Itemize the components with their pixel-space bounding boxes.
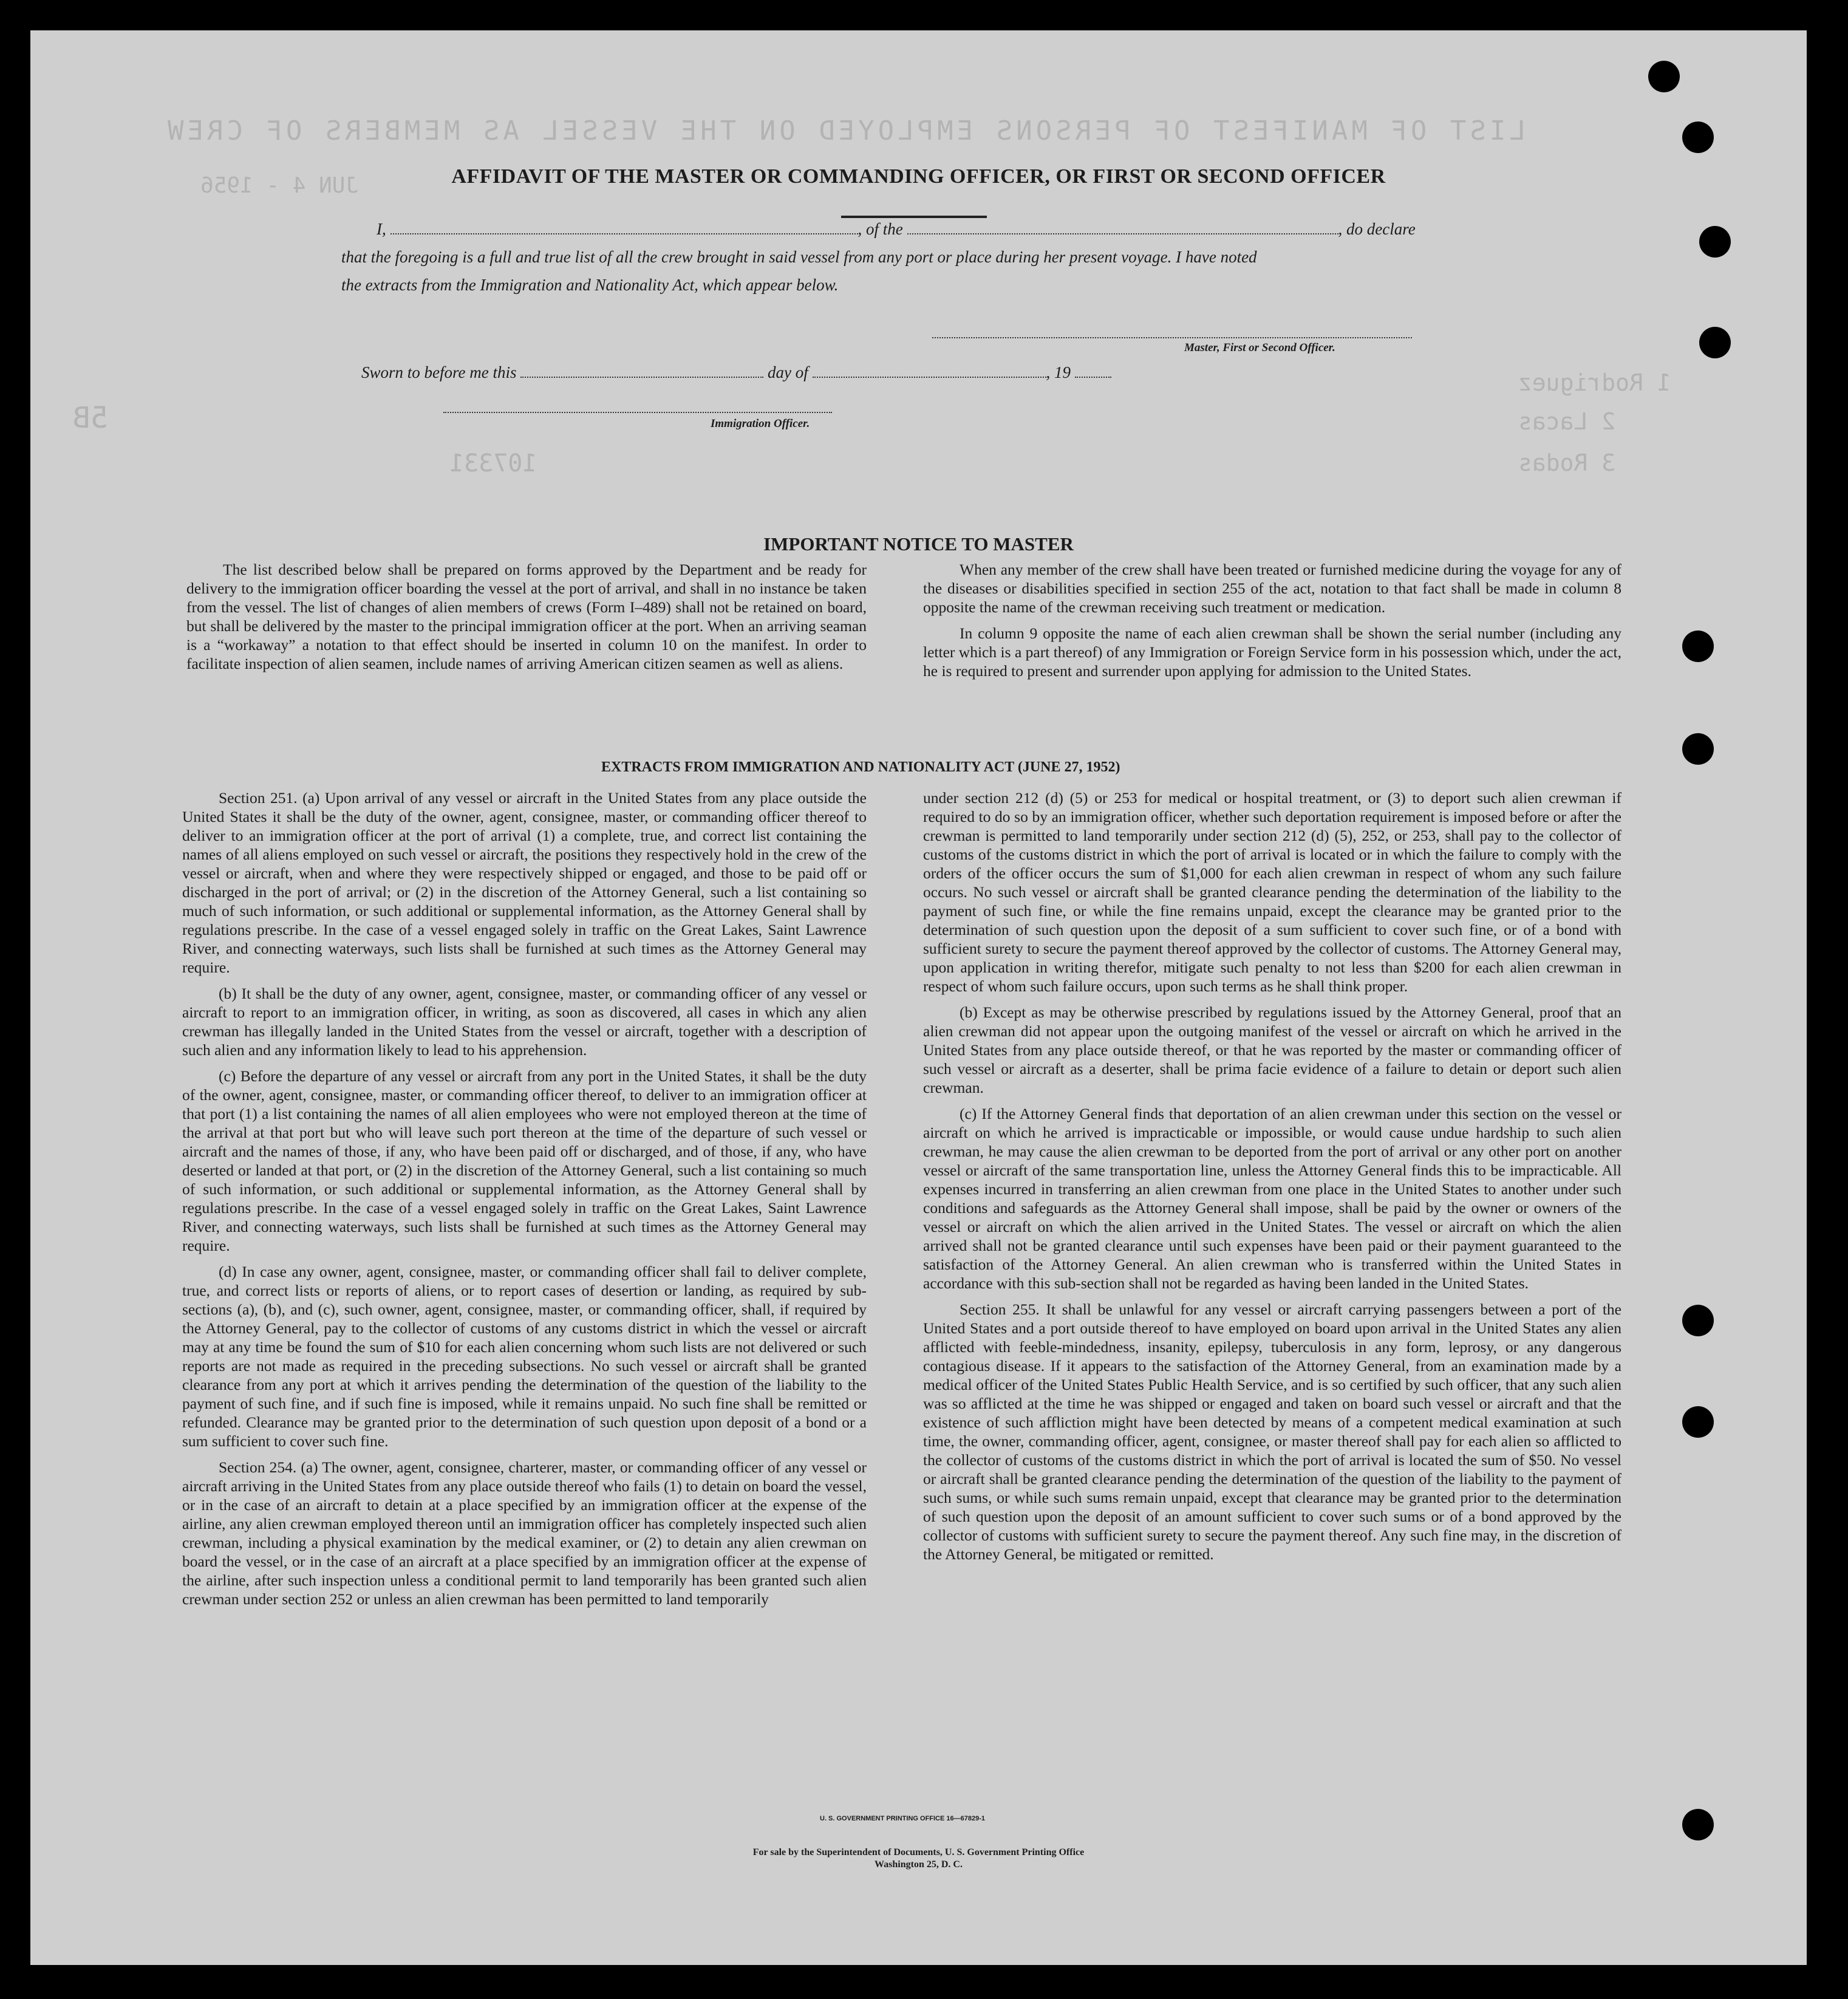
extract-paragraph: (c) If the Attorney General finds that deportation of an alien crewman under this section on the vessel or aircraft on which he arrived is impracticable or impossible, or would cause undue hardship to such alien crewman, he may cause the alien crewman to be deported from the port of arrival or any other port on another vessel or aircraft of the same transportation line, unless the Attorney General finds this to be impracticable. All expenses incurred in transferring an alien crewman from one place in the United States to another under such conditions and safeguards as the Attorney General shall impose, shall be paid by the owner or owners of the vessel or aircraft on which the alien arrived in the United States. The vessel or aircraft on which the alien arrived shall not be granted clearance until such expenses have been paid or their payment guaranteed to the satisfaction of the Attorney General. An alien crewman who is transferred within the United States in accordance with this sub-section shall not be regarded as having been landed in the United States. xyxy=(923,1105,1621,1292)
bleed-through-row-1: 1 Rodriguez xyxy=(1518,369,1671,396)
immigration-officer-signature-line xyxy=(443,412,832,413)
binder-hole xyxy=(1699,327,1731,358)
binder-hole xyxy=(1682,1406,1714,1438)
extract-paragraph: Section 255. It shall be unlawful for any vessel or aircraft carrying passengers between a port of the United States and a port outside thereof to have employed on board upon arrival in the United States any alien afflicted with feeble-mindedness, insanity, epilepsy, tuberculosis in any form, leprosy, or any dangerous contagious disease. If it appears to the satisfaction of the Attorney General, from an examination made by a medical officer of the United States Public Health Service, and is so certified by such officer, that any such alien was so afflicted at the time he was shipped or engaged and taken on board such vessel or aircraft and that the existence of such affliction might have been detected by means of a competent medical examination at such time, the owner, commanding officer, agent, consignee, or master thereof shall pay for each alien so afflicted to the collector of customs of the customs district in which the port of arrival is located the sum of $50. No vessel or aircraft shall be granted clearance pending the determination of the question of the liability to the payment of such sums, or while such sums remain unpaid, except that clearance may be granted prior to the determination of such question upon the deposit of an amount sufficient to cover such sums or of a bond approved by the collector of customs with sufficient surety to secure the payment thereof. Any such fine may, in the discretion of the Attorney General, be mitigated or remitted. xyxy=(923,1300,1621,1563)
notice-paragraph: When any member of the crew shall have been treated or furnished medicine during the voyage for any of the diseases or disabilities specified in section 255 of the act, notation to that fact shall be made in column 8 opposite the name of the crewman receiving such treatment or medication. xyxy=(923,561,1621,616)
affidavit-title: AFFIDAVIT OF THE MASTER OR COMMANDING OFFICER, OR FIRST OR SECOND OFFICER xyxy=(451,165,1386,188)
declaration-do-declare: , do declare xyxy=(1338,220,1416,238)
bleed-through-code: 5B xyxy=(73,401,108,435)
binder-hole xyxy=(1648,61,1680,92)
declaration-i: I, xyxy=(377,220,386,238)
sworn-month-blank xyxy=(813,363,1046,378)
extract-paragraph: under section 212 (d) (5) or 253 for medical or hospital treatment, or (3) to deport such alien crewman if required to do so by an immigration officer, whether such deportation requirement is imposed before or after the crewman is permitted to land temporarily under section 212 (d) (5), 252, or 253, shall pay to the collector of customs of the customs district in which the port of arrival is located or in which the failure to comply with the orders of the officer occurs the sum of $1,000 for each alien crewman in respect of whom any such failure occurs. No such vessel or aircraft shall be granted clearance pending the determination of the liability to the payment of such fine, or while the fine remains unpaid, except the clearance may be granted prior to the determination of such question upon the deposit of a sum sufficient to cover such fine, or of a bond with sufficient surety to secure the payment thereof approved by the collector of customs. The Attorney General may, upon application in writing therefor, mitigate such penalty to not less than $200 for each alien crewman in respect of whom such failure occurs, upon such terms as he shall think proper. xyxy=(923,789,1621,995)
extract-paragraph: (b) It shall be the duty of any owner, agent, consignee, master, or commanding officer of any vessel or aircraft to report to an immigration officer, in writing, as soon as discovered, all cases in which any alien crewman has illegally landed in the United States from the vessel or aircraft, together with a description of such alien and any information likely to lead to his apprehension. xyxy=(182,985,867,1059)
notice-left-column xyxy=(186,560,867,680)
declaration-text-3: the extracts from the Immigration and Nationality Act, which appear below. xyxy=(341,276,839,294)
sworn-day-blank xyxy=(520,363,763,378)
sworn-prefix: Sworn to before me this xyxy=(361,363,517,381)
extracts-left-column xyxy=(182,788,867,1616)
immigration-officer-caption: Immigration Officer. xyxy=(711,417,810,430)
notice-right-column xyxy=(923,560,1621,688)
bleed-through-number: 107331 xyxy=(449,449,537,477)
sworn-year-blank xyxy=(1075,363,1111,378)
binder-hole xyxy=(1699,226,1731,258)
extract-paragraph: Section 254. (a) The owner, agent, consignee, charterer, master, or commanding officer of any vessel or aircraft arriving in the United States from any place outside thereof who fails (1) to detain on board the vessel, or in the case of an aircraft to detain at a place specified by an immigration officer at the expense of the airline, any alien crewman employed thereon until an immigration officer has completely inspected such alien crewman, including a physical examination by the medical examiner, or (2) to detain any alien crewman on board the vessel, or in the case of an aircraft at a place specified by an immigration officer at the expense of the airline, after such inspection unless a conditional permit to land temporarily has been granted such alien crewman under section 252 or unless an alien crewman has been permitted to land temporarily xyxy=(182,1458,867,1608)
sworn-year: , 19 xyxy=(1046,363,1071,381)
declaration-text-2: that the foregoing is a full and true list of all the crew brought in said vessel from any port or place during her present voyage. I have noted xyxy=(341,248,1257,266)
footer-line-1: For sale by the Superintendent of Documents, U. S. Government Printing Office xyxy=(752,1847,1085,1857)
notice-paragraph: The list described below shall be prepared on forms approved by the Department and be ready for delivery to the immigration officer boarding the vessel at the port of arrival, and shall in no instance be taken from the vessel. The list of changes of alien members of crews (Form I–489) shall not be retained on board, but shall be delivered by the master to the principal immigration officer at the port. When an arriving seaman is a “workaway” a notation to that effect should be inserted in column 10 on the manifest. In order to facilitate inspection of alien seamen, include names of arriving American citizen seamen as well as aliens. xyxy=(186,561,867,672)
binder-hole xyxy=(1682,1809,1714,1840)
document-page xyxy=(30,30,1807,1965)
declaration-line xyxy=(377,220,1416,239)
sworn-day-of: day of xyxy=(768,363,808,381)
vessel-blank xyxy=(907,220,1338,234)
sworn-line xyxy=(361,363,1111,382)
title-divider xyxy=(841,216,987,218)
extract-paragraph: (d) In case any owner, agent, consignee, master, or commanding officer shall fail to deliver complete, true, and correct lists or reports of aliens, or to report cases of desertion or landing, as required by sub-sections (a), (b), and (c), such owner, agent, consignee, master, or commanding officer, shall, if required by the Attorney General, pay to the collector of customs of any customs district in which the vessel or aircraft may at any time be found the sum of $10 for each alien concerning whom such lists are not delivered or such reports are not made as required in the preceding subsections. No such vessel or aircraft shall be granted clearance from any port at which it arrives pending the determination of the question of the liability to the payment of such fine, and if such fine is imposed, while it remains unpaid. No such fine shall be remitted or refunded. Clearance may be granted prior to the determination of such question upon deposit of a bond or a sum sufficient to cover such fine. xyxy=(182,1263,867,1450)
bleed-through-row-3: 3 Rodas xyxy=(1518,449,1616,476)
extracts-title: EXTRACTS FROM IMMIGRATION AND NATIONALITY ACT (JUNE 27, 1952) xyxy=(601,759,1120,775)
bleed-through-row-2: 2 Lacas xyxy=(1518,408,1616,435)
binder-hole xyxy=(1682,1305,1714,1336)
notice-title: IMPORTANT NOTICE TO MASTER xyxy=(763,533,1074,555)
extracts-right-column xyxy=(923,788,1621,1571)
bleed-through-date: JUN 4 - 1956 xyxy=(200,173,359,198)
bleed-through-header: LIST OF MANIFEST OF PERSONS EMPLOYED ON THE VESSEL AS MEMBERS OF CREW xyxy=(164,115,1526,146)
extract-paragraph: Section 251. (a) Upon arrival of any vessel or aircraft in the United States from any place outside the United States it shall be the duty of the owner, agent, consignee, master, or commanding officer thereof to deliver to an immigration officer at the port of arrival (1) a complete, true, and correct list containing the names of all aliens employed on such vessel or aircraft, the positions they respectively hold in the crew of the vessel or aircraft, when and where they were respectively shipped or engaged, and those to be paid off or discharged in the port of arrival; or (2) in the discretion of the Attorney General, such a list containing so much of such information, or such additional or supplemental information, as the Attorney General shall by regulations prescribe. In the case of a vessel engaged solely in traffic on the Great Lakes, Saint Lawrence River, and connecting waterways, such lists shall be furnished at such times as the Attorney General may require. xyxy=(182,789,867,976)
binder-hole xyxy=(1682,630,1714,662)
master-caption: Master, First or Second Officer. xyxy=(1184,341,1335,354)
extract-paragraph: (b) Except as may be otherwise prescribed by regulations issued by the Attorney General, proof that an alien crewman did not appear upon the outgoing manifest of the vessel or aircraft on which he arrived in the United States from any place outside thereof, or that he was reported by the master or commanding officer of such vessel or aircraft as a deserter, shall be prima facie evidence of a failure to detain or deport such alien crewman. xyxy=(923,1003,1621,1096)
binder-hole xyxy=(1682,121,1714,153)
declaration-of-the: , of the xyxy=(858,220,903,238)
footer-line-2: Washington 25, D. C. xyxy=(875,1859,963,1870)
extract-paragraph: (c) Before the departure of any vessel or aircraft from any port in the United States, it shall be the duty of the owner, agent, consignee, master, or commanding officer thereof, to deliver to an immigration officer at that port (1) a list containing the names of all alien employees who were not employed thereon at the time of the arrival at that port but who will leave such port thereon at the time of the departure of such vessel or aircraft and the names of those, if any, who have been paid off or discharged, and of those, if any, who have deserted or landed at that port, or (2) in the discretion of the Attorney General, such a list containing so much of such information, or such additional or supplemental information, as the Attorney General shall by regulations prescribe. In the case of a vessel engaged solely in traffic on the Great Lakes, Saint Lawrence River, and connecting waterways, such lists shall be furnished at such times as the Attorney General may require. xyxy=(182,1067,867,1254)
notice-paragraph: In column 9 opposite the name of each alien crewman shall be shown the serial number (including any letter which is a part thereof) of any Immigration or Foreign Service form in his possession which, under the act, he is required to present and surrender upon applying for admission to the United States. xyxy=(923,624,1621,680)
footer xyxy=(30,1847,1807,1871)
binder-hole xyxy=(1682,733,1714,765)
master-signature-line xyxy=(932,337,1412,338)
name-blank xyxy=(390,220,858,234)
gpo-imprint: U. S. GOVERNMENT PRINTING OFFICE 16—67829-1 xyxy=(820,1815,986,1822)
